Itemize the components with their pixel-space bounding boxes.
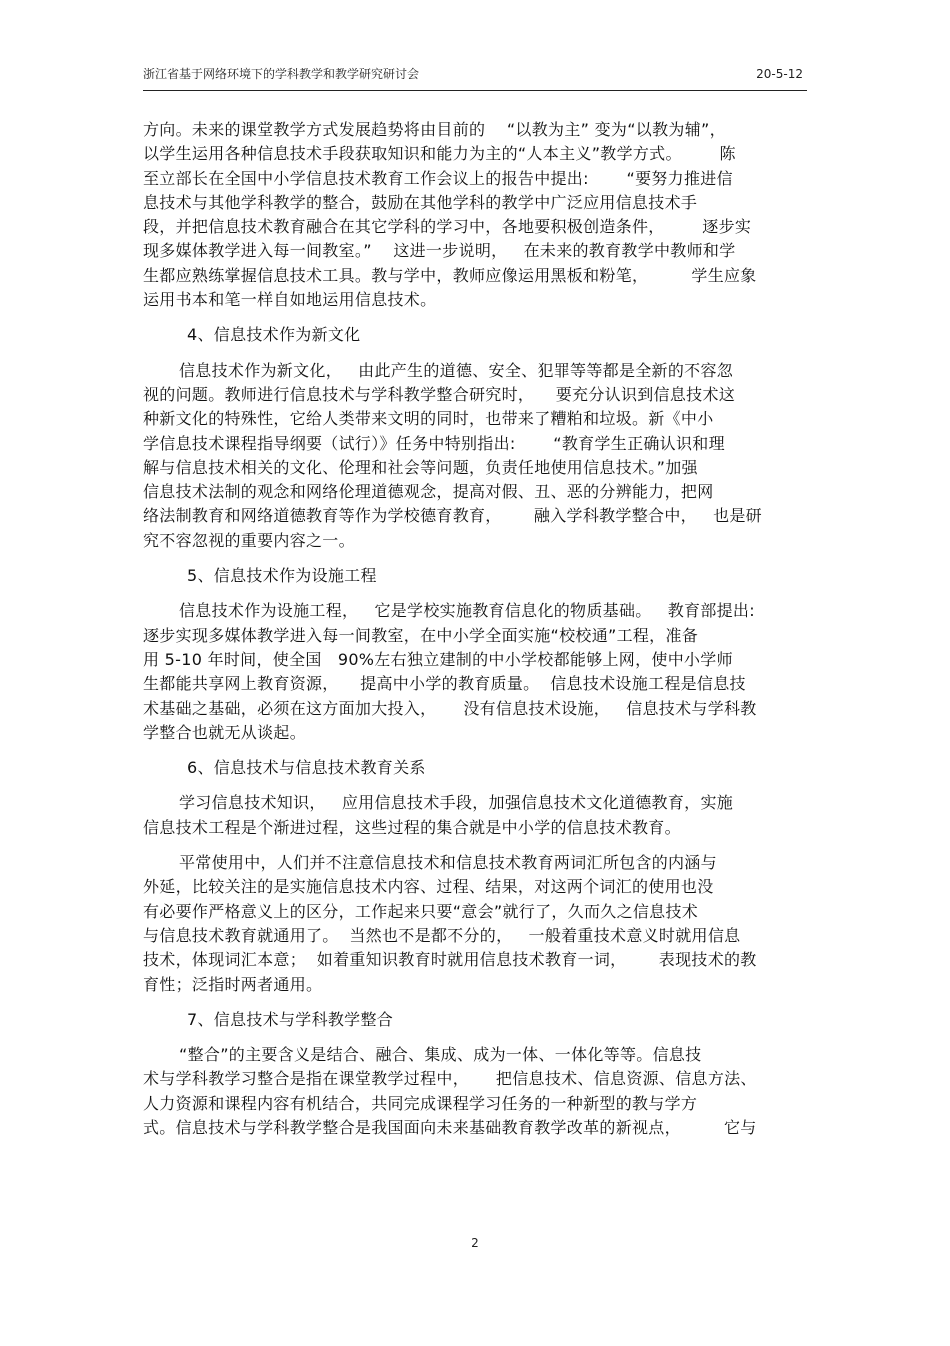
- section-heading: [143, 564, 807, 588]
- text-line: 种新文化的特殊性，它给人类带来文明的同时，也带来了糟粕和垃圾。新《中小: [143, 409, 714, 429]
- section-heading: [143, 323, 807, 347]
- text-line: 技术，体现词汇本意； 如着重知识教育时就用信息技术教育一词， 表现技术的教: [143, 950, 757, 970]
- paragraph: [143, 118, 807, 312]
- heading-text: 5、信息技术作为设施工程: [187, 566, 377, 586]
- text-line: 息技术与其他学科教学的整合，鼓励在其他学科的教学中广泛应用信息技术手: [143, 192, 698, 212]
- text-line: 生都应熟练掌握信息技术工具。教与学中，教师应像运用黑板和粉笔， 学生应象: [143, 265, 757, 285]
- section-heading: [143, 1008, 807, 1032]
- text-line: 信息技术法制的观念和网络伦理道德观念，提高对假、丑、恶的分辨能力，把网: [143, 482, 714, 502]
- text-line: 信息技术工程是个渐进过程，这些过程的集合就是中小学的信息技术教育。: [143, 817, 681, 837]
- paragraph: [143, 599, 807, 745]
- text-line: 用 5-10 年时间，使全国 90%左右独立建制的中小学校都能够上网，使中小学师: [143, 649, 733, 669]
- text-line: 现多媒体教学进入每一间教室。” 这进一步说明， 在未来的教育教学中教师和学: [143, 241, 736, 261]
- text-line: 术基础之基础，必须在这方面加大投入， 没有信息技术设施， 信息技术与学科教: [143, 698, 757, 718]
- text-line: 段，并把信息技术教育融合在其它学科的学习中，各地要积极创造条件， 逐步实: [143, 217, 752, 237]
- text-line: 人力资源和课程内容有机结合，共同完成课程学习任务的一种新型的教与学方: [143, 1093, 698, 1113]
- text-line: 方向。未来的课堂教学方式发展趋势将由目前的 “以教为主” 变为“以教为辅”，: [143, 120, 726, 139]
- header-title: 浙江省基于网络环境下的学科教学和教学研究研讨会: [143, 67, 420, 81]
- document-body: [143, 118, 807, 1151]
- header-date: 20-5-12: [756, 67, 803, 81]
- text-line: 术与学科教学习整合是指在课堂教学过程中， 把信息技术、信息资源、信息方法、: [143, 1069, 757, 1089]
- text-line: 学习信息技术知识， 应用信息技术手段，加强信息技术文化道德教育，实施: [179, 793, 734, 813]
- text-line: 运用书本和笔一样自如地运用信息技术。: [143, 290, 437, 310]
- text-line: 络法制教育和网络道德教育等作为学校德育教育， 融入学科教学整合中， 也是研: [143, 506, 762, 526]
- text-line: 究不容忽视的重要内容之一。: [143, 530, 355, 550]
- section-heading: [143, 756, 807, 780]
- paragraph: [143, 1043, 807, 1140]
- text-line: 学信息技术课程指导纲要（试行）》任务中特别指出: “教育学生正确认识和理: [143, 433, 725, 453]
- text-line: 平常使用中，人们并不注意信息技术和信息技术教育两词汇所包含的内涵与: [179, 853, 717, 873]
- text-line: 以学生运用各种信息技术手段获取知识和能力为主的“人本主义”教学方式。 陈: [143, 144, 736, 164]
- text-line: 外延，比较关注的是实施信息技术内容、过程、结果，对这两个词汇的使用也没: [143, 877, 714, 897]
- paragraph: [143, 851, 807, 997]
- paragraph: [143, 791, 807, 840]
- text-line: 信息技术作为设施工程， 它是学校实施教育信息化的物质基础。 教育部提出:: [179, 601, 755, 621]
- text-line: 育性；泛指时两者通用。: [143, 974, 323, 994]
- text-line: 学整合也就无从谈起。: [143, 722, 307, 742]
- text-line: 视的问题。教师进行信息技术与学科教学整合研究时， 要充分认识到信息技术这: [143, 384, 736, 404]
- text-line: 至立部长在全国中小学信息技术教育工作会议上的报告中提出: “要努力推进信: [143, 168, 733, 188]
- heading-text: 7、信息技术与学科教学整合: [187, 1009, 394, 1029]
- text-line: 生都能共享网上教育资源， 提高中小学的教育质量。 信息技术设施工程是信息技: [143, 674, 746, 694]
- text-line: 有必要作严格意义上的区分，工作起来只要“意会”就行了，久而久之信息技术: [143, 901, 699, 921]
- text-line: “整合”的主要含义是结合、融合、集成、成为一体、一体化等等。信息技: [179, 1045, 702, 1065]
- heading-text: 6、信息技术与信息技术教育关系: [187, 758, 426, 778]
- text-line: 式。信息技术与学科教学整合是我国面向未来基础教育教学改革的新视点， 它与: [143, 1117, 757, 1137]
- text-line: 逐步实现多媒体教学进入每一间教室，在中小学全面实施“校校通”工程，准备: [143, 625, 699, 645]
- page-header: [143, 66, 807, 91]
- heading-text: 4、信息技术作为新文化: [187, 325, 361, 345]
- paragraph: [143, 359, 807, 553]
- page-number: 2: [471, 1236, 479, 1250]
- text-line: 与信息技术教育就通用了。 当然也不是都不分的， 一般着重技术意义时就用信息: [143, 925, 741, 945]
- text-line: 信息技术作为新文化， 由此产生的道德、安全、犯罪等等都是全新的不容忽: [179, 360, 734, 380]
- text-line: 解与信息技术相关的文化、伦理和社会等问题，负责任地使用信息技术。”加强: [143, 457, 698, 477]
